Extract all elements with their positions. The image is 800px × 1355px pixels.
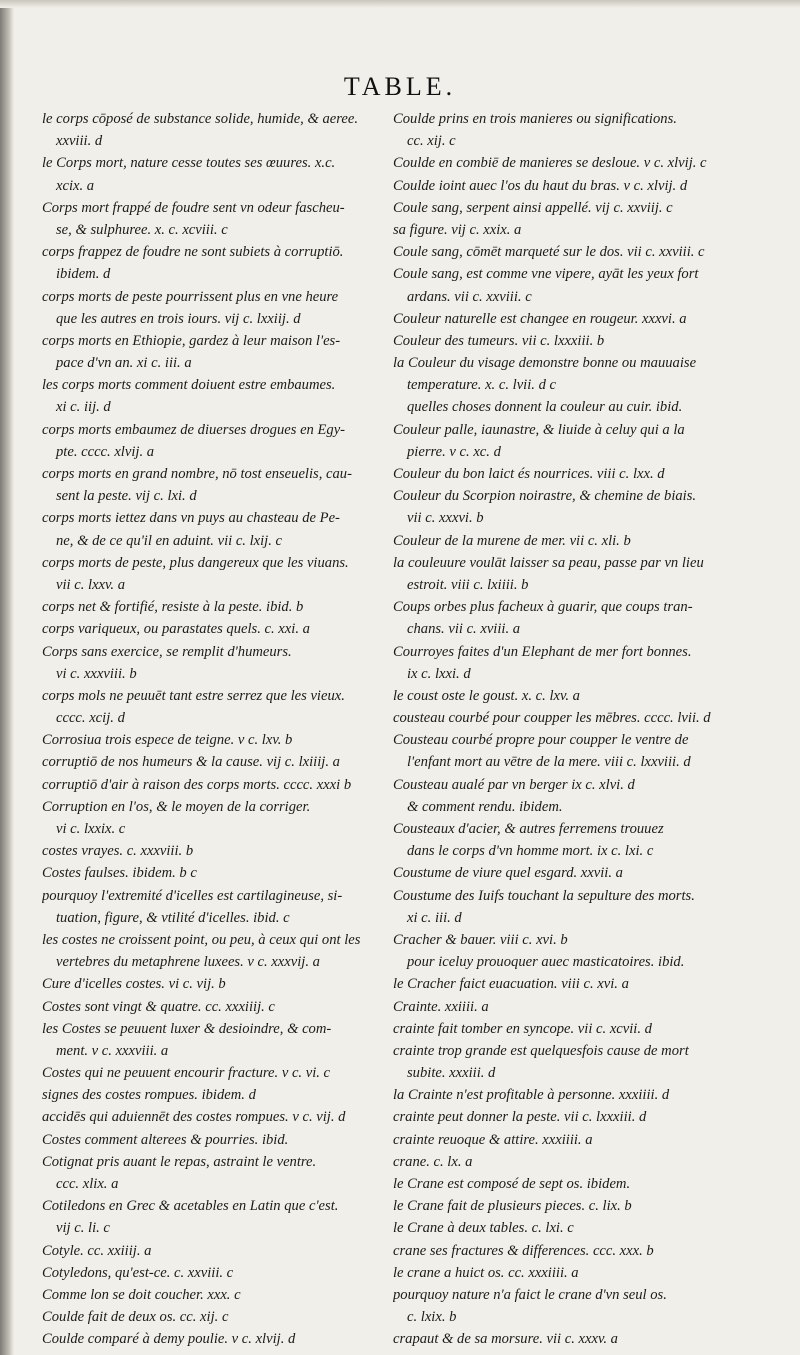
index-entry-line: xi c. iii. d [407,909,462,926]
index-entry-line: crainte peut donner la peste. vii c. lxxxiii. d [393,1109,647,1126]
index-entry-line: crane. c. lx. a [393,1153,473,1170]
index-entry-line: xcix. a [56,177,95,194]
index-entry-line: Corps mort frappé de foudre sent vn odeur fascheu- [42,199,345,216]
index-entry-line: Couleur de la murene de mer. vii c. xli. b [393,532,631,549]
index-entry-line: Couleur des tumeurs. vii c. lxxxiii. b [393,332,605,349]
index-entry-line: corps mols ne peuuēt tant estre serrez que les vieux. [42,687,345,704]
index-entry-line: crane ses fractures & differences. ccc. xxx. b [393,1242,654,1259]
index-entry-line: corps morts iettez dans vn puys au chasteau de Pe- [42,510,340,527]
index-entry-line: estroit. viii c. lxiiii. b [407,576,529,593]
index-entry-line: xxviii. d [56,133,103,150]
index-entry-line: Cure d'icelles costes. vi c. vij. b [42,976,226,993]
index-entry-line: corps morts en Ethiopie, gardez à leur maison l'es- [42,332,341,349]
index-entry-line: ment. v c. xxxviii. a [56,1042,169,1059]
index-entry-line: tuation, figure, & vtilité d'icelles. ibid. c [56,909,290,926]
page-header: TABLE. [343,72,457,101]
index-entry-line: subite. xxxiii. d [407,1065,496,1082]
index-entry-line: Coulde ioint auec l'os du haut du bras. v c. xlvij. d [393,177,688,194]
index-entry-line: le coust oste le goust. x. c. lxv. a [393,687,580,704]
index-entry-line: xi c. iij. d [56,399,111,416]
page-top-edge [0,0,800,8]
index-entry-line: crapaut & de sa morsure. vii c. xxxv. a [393,1331,618,1348]
index-entry-line: cousteau courbé pour coupper les mēbres. cccc. lvii. d [393,710,711,727]
index-entry-line: cc. xij. c [407,133,456,150]
page-spine-shadow [0,0,14,1355]
index-entry-line: corps variqueux, ou parastates quels. c. xxi. a [42,621,310,638]
index-entry-line: corps morts de peste pourrissent plus en vne heure [42,288,339,305]
index-entry-line: Costes sont vingt & quatre. cc. xxxiiij. c [42,998,275,1015]
index-entry-line: & comment rendu. ibidem. [407,798,563,815]
index-entry-line: le crane a huict os. cc. xxxiiii. a [393,1264,579,1281]
index-entry-line: vii c. lxxv. a [56,576,126,593]
index-entry-line: que les autres en trois iours. vij c. lxxiij. d [56,310,301,327]
index-entry-line: le corps cōposé de substance solide, humide, & aeree. [42,111,358,127]
index-entry-line: Costes comment alterees & pourries. ibid. [42,1131,289,1148]
index-entry-line: la Crainte n'est profitable à personne. xxxiiii. d [393,1087,670,1104]
index-entry-line: vertebres du metaphrene luxees. v c. xxxvij. a [56,954,320,971]
index-entry-line: Coustume des Iuifs touchant la sepulture des morts. [393,887,695,904]
index-entry-line: pierre. v c. xc. d [407,443,501,460]
index-entry-line: sent la peste. vij c. lxi. d [56,488,197,505]
index-entry-line: dans le corps d'vn homme mort. ix c. lxi. c [407,843,654,860]
index-entry-line: Corruption en l'os, & le moyen de la corriger. [42,798,311,815]
index-entry-line: Coustume de viure quel esgard. xxvii. a [393,865,623,882]
index-entry-line: ibidem. d [56,266,111,283]
index-entry-line: ne, & de ce qu'il en aduint. vii c. lxij. c [56,532,283,549]
index-entry-line: pour iceluy prouoquer auec masticatoires. ibid. [407,954,685,971]
index-entry-line: Coulde comparé à demy poulie. v c. xlvij. d [42,1331,296,1348]
index-entry-line: Coule sang, serpent ainsi appellé. vij c. xxviij. c [393,199,673,216]
index-entry-line: Coule sang, est comme vne vipere, ayāt les yeux fort [393,266,699,283]
index-entry-line: Corrosiua trois espece de teigne. v c. lxv. b [42,732,293,749]
index-entry-line: pourquoy nature n'a faict le crane d'vn seul os. [393,1286,667,1303]
index-entry-line: vij c. li. c [56,1220,110,1237]
index-entry-line: Cousteau courbé propre pour coupper le ventre de [393,732,689,749]
index-entry-line: pte. cccc. xlvij. a [56,443,155,460]
index-entry-line: corps net & fortifié, resiste à la peste. ibid. b [42,599,304,616]
index-entry-line: vi c. xxxviii. b [56,665,137,682]
index-entry-line: Costes qui ne peuuent encourir fracture. v c. vi. c [42,1065,331,1082]
index-entry-line: Crainte. xxiiii. a [393,998,489,1015]
index-entry-line: les costes ne croissent point, ou peu, à ceux qui ont les [42,931,361,948]
index-entry-line: crainte trop grande est quelquesfois cause de mort [393,1042,689,1059]
index-entry-line: cccc. xcij. d [56,710,125,727]
index-entry-line: Cousteaux d'acier, & autres ferremens trouuez [393,821,664,837]
index-entry-line: Cracher & bauer. viii c. xvi. b [393,931,568,948]
index-entry-line: Cotyle. cc. xxiiij. a [42,1242,152,1259]
index-entry-line: Couleur du Scorpion noirastre, & chemine de biais. [393,488,697,505]
index-entry-line: l'enfant mort au vētre de la mere. viii c. lxxviii. d [407,754,691,771]
index-entry-line: costes vrayes. c. xxxviii. b [42,843,194,860]
index-entry-line: accidēs qui aduiennēt des costes rompues. v c. vij. d [42,1109,346,1126]
index-entry-line: Corps sans exercice, se remplit d'humeurs. [42,643,292,660]
index-entry-line: le Crane est composé de sept os. ibidem. [393,1176,631,1192]
index-entry-line: sa figure. vij c. xxix. a [393,221,522,238]
index-entry-line: crainte reuoque & attire. xxxiiii. a [393,1131,593,1148]
index-entry-line: corruptiō de nos humeurs & la cause. vij c. lxiiij. a [42,754,340,771]
index-entry-line: Coulde fait de deux os. cc. xij. c [42,1309,229,1326]
index-entry-line: Costes faulses. ibidem. b c [42,865,197,882]
index-entry-line: Couleur palle, iaunastre, & liuide à celuy qui a la [393,421,685,438]
index-entry-line: le Crane fait de plusieurs pieces. c. lix. b [393,1198,632,1215]
index-entry-line: les corps morts comment doiuent estre embaumes. [42,377,336,394]
index-entry-line: Coulde en combiē de manieres se desloue. v c. xlvij. c [393,155,707,172]
index-entry-line: Couleur du bon laict és nourrices. viii c. lxx. d [393,466,665,482]
index-entry-line: corps morts de peste, plus dangereux que les viuans. [42,554,349,571]
index-entry-line: le Cracher faict euacuation. viii c. xvi. a [393,976,629,993]
index-entry-line: le Corps mort, nature cesse toutes ses œuures. x.c. [42,155,336,172]
index-entry-line: le Crane à deux tables. c. lxi. c [393,1220,574,1237]
index-entry-line: c. lxix. b [407,1309,457,1326]
index-entry-line: ix c. lxxi. d [407,665,471,682]
index-entry-line: Couleur naturelle est changee en rougeur. xxxvi. a [393,310,687,327]
index-entry-line: pourquoy l'extremité d'icelles est cartilagineuse, si- [42,887,343,904]
index-entry-line: la couleuure voulāt laisser sa peau, passe par vn lieu [393,554,704,571]
index-entry-line: corps frappez de foudre ne sont subiets à corruptiō. [42,244,344,261]
index-column-left [42,108,388,1351]
index-entry-line: ardans. vii c. xxviii. c [407,288,532,305]
index-entry-line: se, & sulphuree. x. c. xcviii. c [56,221,228,238]
index-entry-line: Comme lon se doit coucher. xxx. c [42,1286,241,1303]
index-entry-line: vi c. lxxix. c [56,821,126,837]
index-entry-line: Coule sang, cōmēt marqueté sur le dos. vii c. xxviii. c [393,244,705,261]
index-entry-line: Cotiledons en Grec & acetables en Latin que c'est. [42,1198,339,1215]
index-entry-line: Coups orbes plus facheux à guarir, que coups tran- [393,599,693,616]
index-entry-line: chans. vii c. xviii. a [407,621,521,638]
index-entry-line: ccc. xlix. a [56,1176,119,1192]
index-entry-line: Cotyledons, qu'est-ce. c. xxviii. c [42,1264,234,1281]
index-entry-line: vii c. xxxvi. b [407,510,484,527]
index-entry-line: les Costes se peuuent luxer & desioindre, & com- [42,1020,332,1037]
index-entry-line: crainte fait tomber en syncope. vii c. xcvii. d [393,1020,652,1037]
index-entry-line: pace d'vn an. xi c. iii. a [56,355,192,372]
index-entry-line: quelles choses donnent la couleur au cuir. ibid. [407,399,683,416]
index-entry-line: Coulde prins en trois manieres ou significations. [393,111,677,127]
index-entry-line: la Couleur du visage demonstre bonne ou mauuaise [393,355,697,372]
index-entry-line: Cotignat pris auant le repas, astraint le ventre. [42,1153,317,1170]
index-entry-line: corruptiō d'air à raison des corps morts. cccc. xxxi b [42,776,352,793]
index-column-right [393,108,743,1351]
index-entry-line: Courroyes faites d'un Elephant de mer fort bonnes. [393,643,692,660]
index-entry-line: corps morts embaumez de diuerses drogues en Egy- [42,421,346,438]
index-entry-line: Cousteau aualé par vn berger ix c. xlvi. d [393,776,635,793]
index-entry-line: corps morts en grand nombre, nō tost enseuelis, cau- [42,466,352,482]
index-entry-line: signes des costes rompues. ibidem. d [42,1087,256,1104]
index-entry-line: temperature. x. c. lvii. d c [407,377,556,394]
